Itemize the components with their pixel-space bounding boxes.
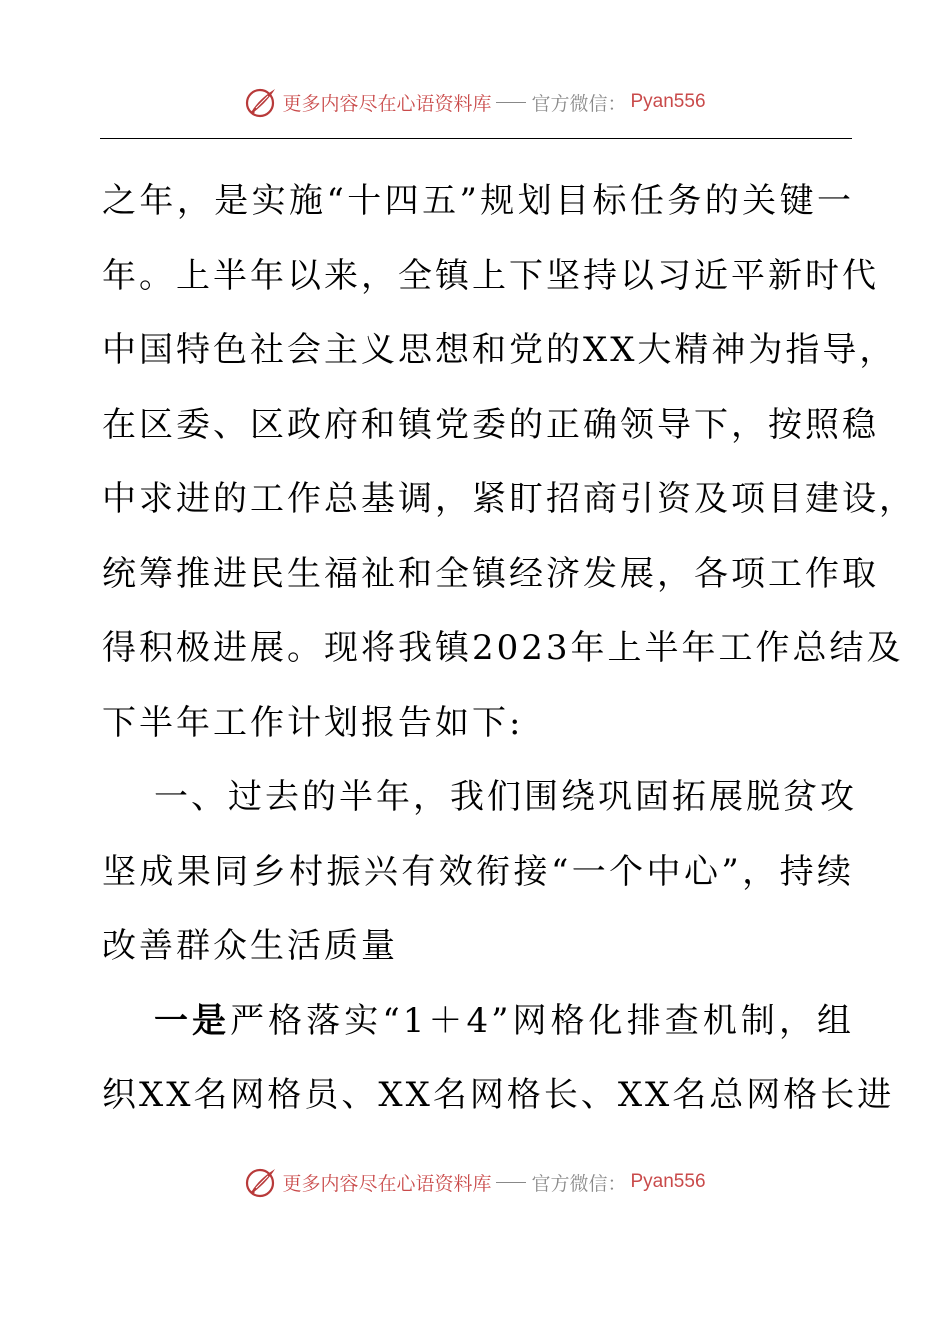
banner-wechat-id: Pyan556 [630, 91, 706, 112]
paragraph-line [102, 984, 854, 1059]
section-heading-line: 改善群众生活质量 [102, 926, 398, 966]
section-heading-line: 坚成果同乡村振兴有效衔接“一个中心”，持续 [102, 851, 854, 892]
banner-main-text: 更多内容尽在心语资料库 [282, 92, 492, 115]
bold-lead: 一是 [154, 1000, 231, 1041]
text-line: 下半年工作计划报告如下: [102, 702, 524, 743]
paragraph-line: 织XX名网格员、XX名网格长、XX名总网格长进 [102, 1075, 895, 1115]
paragraph-text: 严格落实“1＋4”网格化排查机制，组 [230, 1000, 855, 1041]
quill-logo-icon [244, 1165, 278, 1199]
header-banner [0, 82, 950, 122]
text-line: 中国特色社会主义思想和党的XX大精神为指导， [102, 330, 897, 370]
text-line: 在区委、区政府和镇党委的正确领导下，按照稳 [102, 404, 879, 445]
footer-banner [0, 1162, 950, 1202]
banner-dash [496, 1182, 526, 1183]
banner-wechat-id: Pyan556 [630, 1171, 706, 1192]
text-line: 中求进的工作总基调，紧盯招商引资及项目建设， [102, 479, 916, 519]
banner-main-text: 更多内容尽在心语资料库 [282, 1172, 492, 1195]
quill-logo-icon [244, 85, 278, 119]
text-line: 统筹推进民生福祉和全镇经济发展，各项工作取 [102, 553, 879, 594]
text-line: 得积极进展。现将我镇2023年上半年工作总结及 [102, 628, 904, 668]
section-heading-line: 一、过去的半年，我们围绕巩固拓展脱贫攻 [154, 777, 857, 817]
text-line: 之年，是实施“十四五”规划目标任务的关键一 [102, 181, 854, 221]
document-body [102, 164, 916, 1133]
text-line: 年。上半年以来，全镇上下坚持以习近平新时代 [102, 255, 879, 296]
banner-wechat-label: 官方微信： [531, 92, 627, 115]
header-divider [100, 138, 852, 139]
banner-dash [496, 102, 526, 103]
banner-wechat-label: 官方微信： [531, 1172, 627, 1195]
